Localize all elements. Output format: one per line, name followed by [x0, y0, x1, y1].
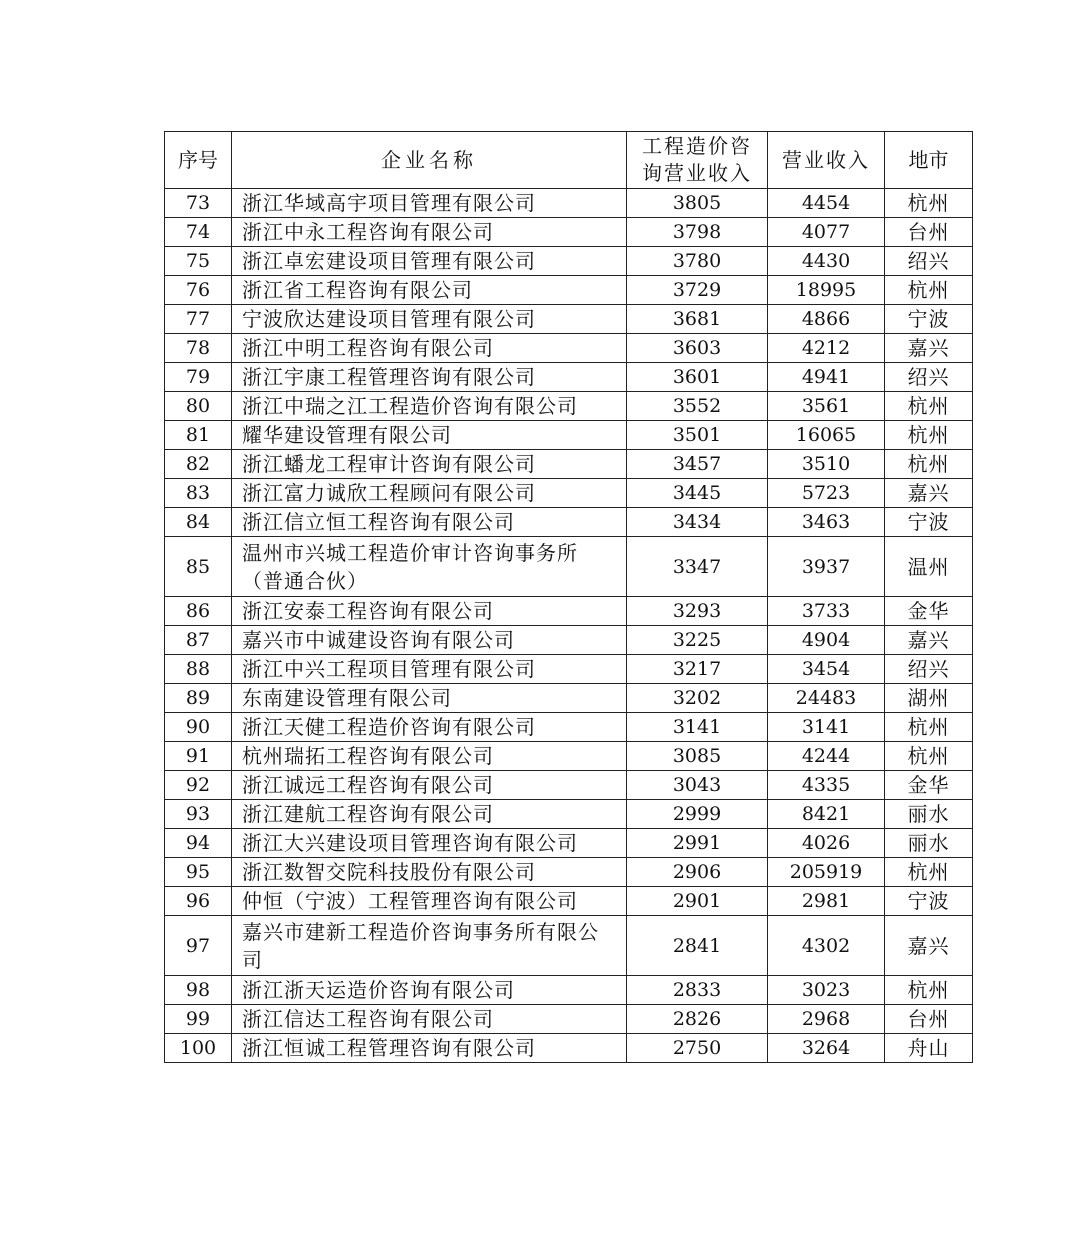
city-cell: 嘉兴 [885, 916, 973, 976]
company-name-cell: 浙江中兴工程项目管理有限公司 [232, 655, 627, 684]
table-row [165, 829, 973, 858]
rank-cell: 89 [165, 684, 232, 713]
rank-cell: 91 [165, 742, 232, 771]
revenue-cell: 2968 [768, 1005, 885, 1034]
revenue-cell: 4026 [768, 829, 885, 858]
company-name-line2: 司 [242, 947, 263, 972]
cost-consulting-revenue-cell: 2906 [627, 858, 768, 887]
rank-cell: 100 [165, 1034, 232, 1063]
rank-cell: 79 [165, 363, 232, 392]
cost-consulting-revenue-cell: 3141 [627, 713, 768, 742]
city-cell: 金华 [885, 597, 973, 626]
company-name-cell: 杭州瑞拓工程咨询有限公司 [232, 742, 627, 771]
company-name-cell: 浙江蟠龙工程审计咨询有限公司 [232, 450, 627, 479]
company-name-cell: 嘉兴市中诚建设咨询有限公司 [232, 626, 627, 655]
city-cell: 宁波 [885, 887, 973, 916]
revenue-cell: 4244 [768, 742, 885, 771]
table-body [165, 189, 973, 1063]
ranking-table [164, 131, 973, 1063]
company-name-line1: 嘉兴市建新工程造价咨询事务所有限公 [242, 919, 599, 944]
header-cost-consulting-revenue [627, 132, 768, 189]
city-cell: 丽水 [885, 800, 973, 829]
rank-cell: 80 [165, 392, 232, 421]
cost-consulting-revenue-cell: 3085 [627, 742, 768, 771]
city-cell: 丽水 [885, 829, 973, 858]
rank-cell: 90 [165, 713, 232, 742]
header-revenue: 营业收入 [768, 132, 885, 189]
city-cell: 绍兴 [885, 247, 973, 276]
rank-cell: 77 [165, 305, 232, 334]
cost-consulting-revenue-cell: 3347 [627, 537, 768, 597]
table-row [165, 363, 973, 392]
company-name-cell: 浙江中瑞之江工程造价咨询有限公司 [232, 392, 627, 421]
company-name-cell: 宁波欣达建设项目管理有限公司 [232, 305, 627, 334]
table-row [165, 1005, 973, 1034]
city-cell: 温州 [885, 537, 973, 597]
revenue-cell: 4430 [768, 247, 885, 276]
company-name-cell: 浙江华域高宇项目管理有限公司 [232, 189, 627, 218]
city-cell: 宁波 [885, 508, 973, 537]
cost-consulting-revenue-cell: 3805 [627, 189, 768, 218]
company-name-cell: 耀华建设管理有限公司 [232, 421, 627, 450]
rank-cell: 93 [165, 800, 232, 829]
city-cell: 嘉兴 [885, 479, 973, 508]
header-company-name: 企业名称 [232, 132, 627, 189]
revenue-cell: 5723 [768, 479, 885, 508]
table-row [165, 276, 973, 305]
revenue-cell: 3733 [768, 597, 885, 626]
revenue-cell: 3937 [768, 537, 885, 597]
city-cell: 台州 [885, 218, 973, 247]
cost-consulting-revenue-cell: 3780 [627, 247, 768, 276]
rank-cell: 75 [165, 247, 232, 276]
table-row [165, 1034, 973, 1063]
company-name-cell: 浙江富力诚欣工程顾问有限公司 [232, 479, 627, 508]
table-row [165, 742, 973, 771]
city-cell: 湖州 [885, 684, 973, 713]
header-cost-consulting-revenue-line1: 工程造价咨 [642, 134, 752, 158]
revenue-cell: 4454 [768, 189, 885, 218]
revenue-cell: 4077 [768, 218, 885, 247]
table-row [165, 887, 973, 916]
table-header-row [165, 132, 973, 189]
company-name-line1: 温州市兴城工程造价审计咨询事务所 [242, 540, 578, 565]
company-name-cell: 浙江恒诚工程管理咨询有限公司 [232, 1034, 627, 1063]
cost-consulting-revenue-cell: 3501 [627, 421, 768, 450]
cost-consulting-revenue-cell: 3293 [627, 597, 768, 626]
city-cell: 台州 [885, 1005, 973, 1034]
city-cell: 杭州 [885, 713, 973, 742]
city-cell: 舟山 [885, 1034, 973, 1063]
city-cell: 杭州 [885, 276, 973, 305]
rank-cell: 88 [165, 655, 232, 684]
table-row [165, 858, 973, 887]
rank-cell: 82 [165, 450, 232, 479]
company-name-cell: 浙江天健工程造价咨询有限公司 [232, 713, 627, 742]
revenue-cell: 3141 [768, 713, 885, 742]
company-name-cell: 浙江中明工程咨询有限公司 [232, 334, 627, 363]
table-row [165, 218, 973, 247]
cost-consulting-revenue-cell: 3798 [627, 218, 768, 247]
rank-cell: 83 [165, 479, 232, 508]
company-name-cell: 浙江信达工程咨询有限公司 [232, 1005, 627, 1034]
rank-cell: 97 [165, 916, 232, 976]
company-name-line2: （普通合伙） [242, 568, 368, 593]
cost-consulting-revenue-cell: 3434 [627, 508, 768, 537]
city-cell: 杭州 [885, 450, 973, 479]
company-name-cell [232, 916, 627, 976]
cost-consulting-revenue-cell: 3202 [627, 684, 768, 713]
revenue-cell: 4904 [768, 626, 885, 655]
rank-cell: 99 [165, 1005, 232, 1034]
company-name-cell: 浙江省工程咨询有限公司 [232, 276, 627, 305]
company-name-cell: 浙江安泰工程咨询有限公司 [232, 597, 627, 626]
table-row [165, 421, 973, 450]
company-name-cell: 浙江大兴建设项目管理咨询有限公司 [232, 829, 627, 858]
revenue-cell: 3023 [768, 976, 885, 1005]
cost-consulting-revenue-cell: 2999 [627, 800, 768, 829]
revenue-cell: 4212 [768, 334, 885, 363]
revenue-cell: 3454 [768, 655, 885, 684]
revenue-cell: 4941 [768, 363, 885, 392]
rank-cell: 84 [165, 508, 232, 537]
company-name-cell: 浙江浙天运造价咨询有限公司 [232, 976, 627, 1005]
cost-consulting-revenue-cell: 3603 [627, 334, 768, 363]
header-city: 地市 [885, 132, 973, 189]
cost-consulting-revenue-cell: 2901 [627, 887, 768, 916]
company-name-cell: 浙江信立恒工程咨询有限公司 [232, 508, 627, 537]
rank-cell: 73 [165, 189, 232, 218]
revenue-cell: 4335 [768, 771, 885, 800]
table-row [165, 392, 973, 421]
city-cell: 杭州 [885, 976, 973, 1005]
table-row [165, 976, 973, 1005]
table-row [165, 537, 973, 597]
city-cell: 宁波 [885, 305, 973, 334]
company-name-cell [232, 537, 627, 597]
cost-consulting-revenue-cell: 2991 [627, 829, 768, 858]
city-cell: 嘉兴 [885, 626, 973, 655]
cost-consulting-revenue-cell: 2833 [627, 976, 768, 1005]
table-row [165, 597, 973, 626]
company-name-cell: 浙江数智交院科技股份有限公司 [232, 858, 627, 887]
city-cell: 杭州 [885, 392, 973, 421]
city-cell: 绍兴 [885, 363, 973, 392]
company-name-cell: 浙江卓宏建设项目管理有限公司 [232, 247, 627, 276]
header-rank: 序号 [165, 132, 232, 189]
rank-cell: 76 [165, 276, 232, 305]
rank-cell: 98 [165, 976, 232, 1005]
cost-consulting-revenue-cell: 3681 [627, 305, 768, 334]
rank-cell: 81 [165, 421, 232, 450]
revenue-cell: 205919 [768, 858, 885, 887]
table-row [165, 655, 973, 684]
company-name-cell: 浙江中永工程咨询有限公司 [232, 218, 627, 247]
table-row [165, 626, 973, 655]
cost-consulting-revenue-cell: 2750 [627, 1034, 768, 1063]
revenue-cell: 3561 [768, 392, 885, 421]
revenue-cell: 24483 [768, 684, 885, 713]
city-cell: 杭州 [885, 742, 973, 771]
company-name-cell: 浙江建航工程咨询有限公司 [232, 800, 627, 829]
table-row [165, 334, 973, 363]
table-row [165, 189, 973, 218]
header-cost-consulting-revenue-line2: 询营业收入 [642, 161, 752, 185]
cost-consulting-revenue-cell: 3457 [627, 450, 768, 479]
cost-consulting-revenue-cell: 3445 [627, 479, 768, 508]
table-row [165, 508, 973, 537]
table-row [165, 450, 973, 479]
rank-cell: 78 [165, 334, 232, 363]
city-cell: 金华 [885, 771, 973, 800]
rank-cell: 95 [165, 858, 232, 887]
revenue-cell: 3264 [768, 1034, 885, 1063]
cost-consulting-revenue-cell: 2826 [627, 1005, 768, 1034]
city-cell: 杭州 [885, 421, 973, 450]
revenue-cell: 2981 [768, 887, 885, 916]
cost-consulting-revenue-cell: 3043 [627, 771, 768, 800]
revenue-cell: 4302 [768, 916, 885, 976]
city-cell: 杭州 [885, 858, 973, 887]
cost-consulting-revenue-cell: 3225 [627, 626, 768, 655]
table-row [165, 305, 973, 334]
company-name-cell: 浙江诚远工程咨询有限公司 [232, 771, 627, 800]
city-cell: 嘉兴 [885, 334, 973, 363]
revenue-cell: 16065 [768, 421, 885, 450]
revenue-cell: 3463 [768, 508, 885, 537]
company-name-cell: 仲恒（宁波）工程管理咨询有限公司 [232, 887, 627, 916]
rank-cell: 92 [165, 771, 232, 800]
cost-consulting-revenue-cell: 2841 [627, 916, 768, 976]
cost-consulting-revenue-cell: 3552 [627, 392, 768, 421]
table-row [165, 800, 973, 829]
cost-consulting-revenue-cell: 3217 [627, 655, 768, 684]
table-row [165, 479, 973, 508]
city-cell: 绍兴 [885, 655, 973, 684]
revenue-cell: 4866 [768, 305, 885, 334]
rank-cell: 85 [165, 537, 232, 597]
company-name-cell: 东南建设管理有限公司 [232, 684, 627, 713]
table-row [165, 684, 973, 713]
table-row [165, 713, 973, 742]
cost-consulting-revenue-cell: 3601 [627, 363, 768, 392]
company-name-cell: 浙江宇康工程管理咨询有限公司 [232, 363, 627, 392]
revenue-cell: 18995 [768, 276, 885, 305]
rank-cell: 87 [165, 626, 232, 655]
cost-consulting-revenue-cell: 3729 [627, 276, 768, 305]
rank-cell: 86 [165, 597, 232, 626]
revenue-cell: 3510 [768, 450, 885, 479]
revenue-cell: 8421 [768, 800, 885, 829]
table-row [165, 247, 973, 276]
city-cell: 杭州 [885, 189, 973, 218]
table-row [165, 771, 973, 800]
rank-cell: 74 [165, 218, 232, 247]
rank-cell: 94 [165, 829, 232, 858]
rank-cell: 96 [165, 887, 232, 916]
table-row [165, 916, 973, 976]
